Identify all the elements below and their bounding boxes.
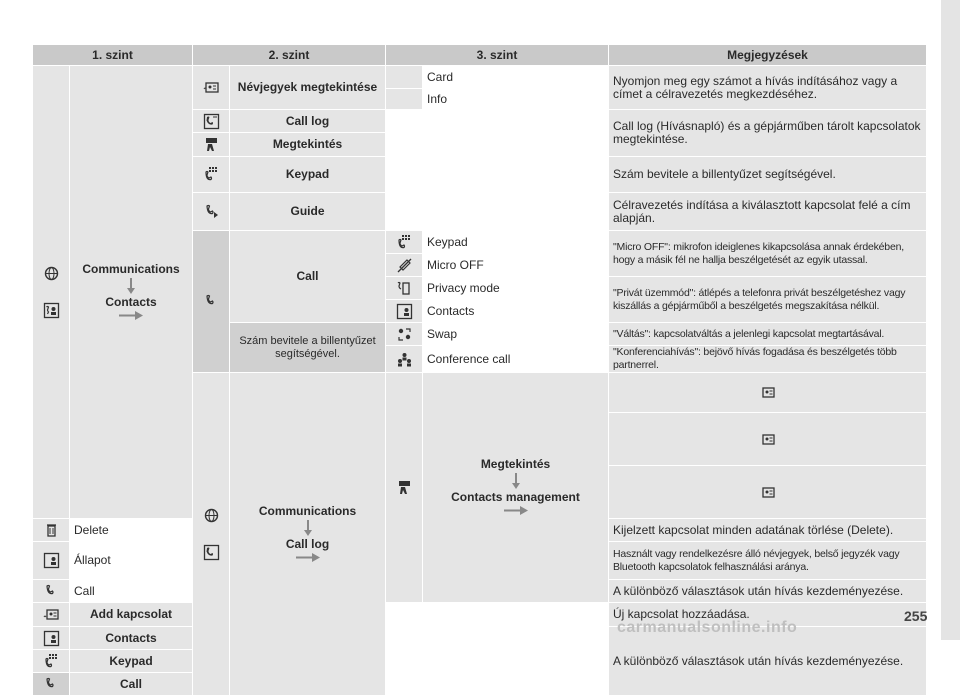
note-micro: "Micro OFF": mikrofon ideiglenes kikapcsolása annak érdekében, hogy a másik fél ne hallja beszélgetését az egyik utassal. [609, 231, 927, 277]
call-privacy-label: Privacy mode [423, 277, 609, 300]
new-contact-icon [759, 384, 776, 401]
swap-icon [396, 326, 413, 343]
guide-label: Guide [230, 193, 386, 231]
section2-calllog-label: Call log [285, 536, 330, 551]
call2-sub-label: Call [70, 580, 193, 603]
call-contacts-label: Contacts [423, 300, 609, 323]
calllog-icon-cell [193, 110, 230, 133]
add-contact-icon [43, 606, 60, 623]
szam-bevitele-label: Szám bevitele a billentyűzet segítségével. [230, 323, 386, 373]
megtekintes2-cell [423, 373, 609, 603]
right-edge-strip [941, 0, 960, 640]
calllog-note: Call log (Hívásnapló) és a gépjárműben tárolt kapcsolatok megtekintése. [609, 110, 927, 157]
guide-icon-cell [193, 193, 230, 231]
status-icon [43, 552, 60, 569]
arrow-down-icon [304, 520, 312, 536]
megtekintes-label: Megtekintés [230, 133, 386, 157]
phone-view-icon [396, 479, 413, 496]
last-note: A különböző választások után hívás kezdeményezése. [609, 627, 927, 696]
phone-view-icon [203, 136, 220, 153]
arrow-down-icon [127, 278, 135, 294]
phone-contacts-icon [43, 302, 60, 319]
contact-card-icon [203, 79, 220, 96]
keypad-icon [203, 166, 220, 183]
megtekintes-icon-cell [193, 133, 230, 157]
phone-handset-icon [203, 293, 220, 310]
watermark: carmanualsonline.info [617, 619, 798, 636]
call-label: Call [230, 231, 386, 323]
contacts-small-icon [396, 303, 413, 320]
megtekintes2-label: Megtekintés [480, 457, 551, 471]
call-swap-label: Swap [423, 323, 609, 346]
keypad2-label: Keypad [70, 650, 193, 673]
trash-icon [43, 522, 60, 539]
header-level1: 1. szint [33, 45, 193, 66]
page-number: 255 [904, 608, 928, 624]
section1-contacts-label: Contacts [105, 294, 157, 309]
call3-label: Call [70, 673, 193, 696]
section1-communications-label: Communications [82, 261, 180, 276]
section2-communications-label: Communications [258, 503, 357, 518]
note-privat: "Privát üzemmód": átlépés a telefonra privát beszélgetéshez vagy kiszállás a gépjárműből a beszélgetés megszakítása nélkül. [609, 277, 927, 323]
micro-off-icon [396, 257, 413, 274]
arrow-right-icon [504, 506, 528, 515]
arrow-right-icon [296, 553, 320, 562]
card-label: Card [423, 66, 609, 89]
conference-icon [396, 351, 413, 368]
add-note: Új kapcsolat hozzáadása. [609, 603, 927, 627]
arrow-down-icon [512, 473, 520, 489]
add-label: Add kapcsolat [70, 603, 193, 627]
delete2-label: Delete [70, 519, 193, 542]
guide-icon [203, 203, 220, 220]
keypad-icon [43, 653, 60, 670]
globe-icon [203, 507, 220, 524]
header-notes: Megjegyzések [609, 45, 927, 66]
contacts2-label: Contacts [70, 627, 193, 650]
call-log-icon [203, 113, 220, 130]
section2-level1-label [230, 373, 386, 696]
call-keypad-label: Keypad [423, 231, 609, 254]
keypad-icon-cell [193, 157, 230, 193]
contacts-small-icon [43, 630, 60, 647]
calllog-label: Call log [230, 110, 386, 133]
modify-contact-icon [759, 431, 776, 448]
allapot-note: Használt vagy rendelkezésre álló névjegyek, belső jegyzék vagy Bluetooth kapcsolatok felhasználási aránya. [609, 542, 927, 580]
megtekintes2-icon-cell [386, 373, 423, 603]
phone-handset-icon [43, 583, 60, 600]
delete2-note: Kijelzett kapcsolat minden adatának törlése (Delete). [609, 519, 927, 542]
arrow-right-icon [119, 311, 143, 320]
call-micro-label: Micro OFF [423, 254, 609, 277]
call-icon-cell [193, 231, 230, 373]
nevjegyek-icon-cell [193, 66, 230, 110]
guide-note: Célravezetés indítása a kiválasztott kapcsolat felé a cím alapján. [609, 193, 927, 231]
globe-icon [43, 265, 60, 282]
privacy-mode-icon [396, 280, 413, 297]
keypad-note: Szám bevitele a billentyűzet segítségével. [609, 157, 927, 193]
nevjegyek-label: Névjegyek megtekintése [230, 66, 386, 110]
call-log-icon [203, 544, 220, 561]
nevjegyek-note: Nyomjon meg egy számot a hívás indításához vagy a címet a célravezetés megkezdéséhez. [609, 66, 927, 110]
call2-note: A különböző választások után hívás kezdeményezése. [609, 580, 927, 603]
menu-table [32, 44, 927, 696]
delete-contact-icon [759, 484, 776, 501]
phone-handset-icon [43, 676, 60, 693]
contacts-management-label: Contacts management [451, 490, 580, 504]
call-conference-label: Conference call [423, 346, 609, 373]
keypad-label: Keypad [230, 157, 386, 193]
section1-level1-icons [33, 66, 70, 519]
header-level2: 2. szint [193, 45, 386, 66]
info-label: Info [423, 89, 609, 110]
note-konf: "Konferenciahívás": bejövő hívás fogadása és beszélgetés több partnerrel. [609, 346, 927, 373]
section1-level1-label [70, 66, 193, 519]
header-level3: 3. szint [386, 45, 609, 66]
note-valtas: "Váltás": kapcsolatváltás a jelenlegi kapcsolat megtartásával. [609, 323, 927, 346]
allapot-label: Állapot [70, 542, 193, 580]
section2-level1-icons [193, 373, 230, 696]
keypad-small-icon [396, 234, 413, 251]
